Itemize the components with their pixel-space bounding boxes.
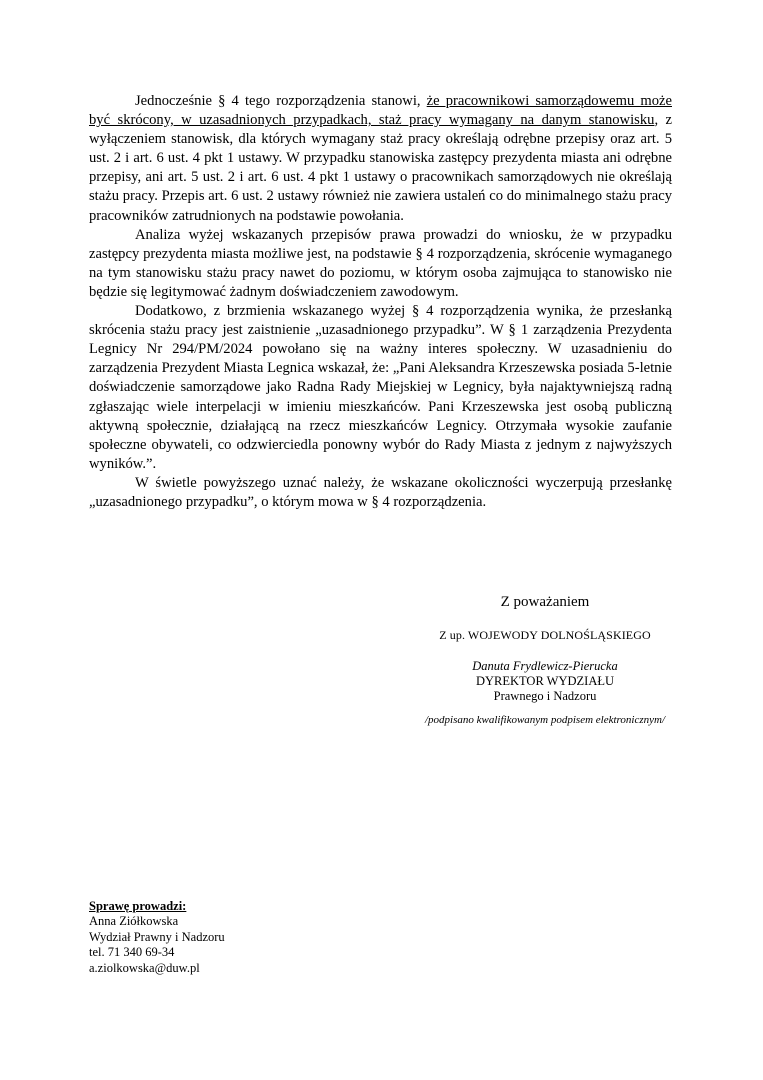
case-handler-contact <box>89 899 225 976</box>
contact-heading: Sprawę prowadzi: <box>89 899 187 913</box>
contact-department: Wydział Prawny i Nadzoru <box>89 929 225 944</box>
underlined-quote: że pracownikowi samorządowemu może być skrócony, w uzasadnionych przypadkach, staż pracy wymagany na danym stanowisku <box>89 93 672 129</box>
closing-greeting: Z poważaniem <box>500 594 590 610</box>
on-behalf-line: Z up. WOJEWODY DOLNOŚLĄSKIEGO <box>439 628 651 642</box>
signatory-name: Danuta Frydlewicz-Pierucka <box>472 659 618 673</box>
paragraph-1-text-end: , z wyłączeniem stanowisk, dla których wymagany staż pracy określają odrębne przepisy oraz art. 5 ust. 2 i art. 6 ust. 4 pkt 1 ustawy. W przypadku stanowiska zastępcy prezydenta miasta ani odrębne przepisy, ani art. 5 ust. 2 i art. 6 ust. 4 pkt 1 ustawy o pracownikach samorządowych nie określają stażu pracy. Przepis art. 6 ust. 2 ustawy również nie zawiera ustaleń co do minimalnego stażu pracy pracowników zatrudnionych na podstawie powołania. <box>89 112 673 224</box>
contact-name: Anna Ziółkowska <box>89 914 179 929</box>
electronic-signature-note: /podpisano kwalifikowanym podpisem elektronicznym/ <box>424 714 666 726</box>
signature-block <box>395 590 695 726</box>
contact-phone: tel. 71 340 69-34 <box>89 945 175 960</box>
paragraph-conclusion: W świetle powyższego uznać należy, że wskazane okoliczności wyczerpują przesłankę „uzasadnionego przypadku”, o którym mowa w § 4 rozporządzenia. <box>89 474 672 510</box>
paragraph-analysis: Analiza wyżej wskazanych przepisów prawa prowadzi do wniosku, że w przypadku zastępcy prezydenta miasta możliwe jest, na podstawie § 4 rozporządzenia, skrócenie wymaganego na tym stanowisku stażu pracy nawet do poziomu, w którym osoba zajmująca to stanowisko nie będzie się legitymować żadnym doświadczeniem zawodowym. <box>89 226 672 300</box>
paragraph-justified-case: Dodatkowo, z brzmienia wskazanego wyżej § 4 rozporządzenia wynika, że przesłanką skrócenia stażu pracy jest zaistnienie „uzasadnionego przypadku”. W § 1 zarządzenia Prezydenta Legnicy Nr 294/PM/2024 powołano się na ważny interes społeczny. W uzasadnieniu do zarządzenia Prezydent Miasta Legnica wskazał, że: „Pani Aleksandra Krzeszewska posiada 5-letnie doświadczenie samorządowe jako Radna Rady Miejskiej w Legnicy, była najaktywniejszą radną zgłaszając wiele interpelacji w imieniu mieszkańców. Pani Krzeszewska jest osobą publiczną aktywną społecznie, działającą na rzecz mieszkańców Legnicy. Otrzymała wysokie zaufanie społeczne obywateli, co odzwierciedla ponowny wybór do Rady Miasta z jednym z najwyższych wyników.”. <box>89 303 672 472</box>
signatory-department: Prawnego i Nadzoru <box>493 689 597 703</box>
paragraph-regulation-section-4 <box>89 92 672 226</box>
letter-body <box>89 92 672 512</box>
paragraph-1-text-start: Jednocześnie § 4 tego rozporządzenia stanowi, <box>135 93 427 109</box>
signatory-title: DYREKTOR WYDZIAŁU <box>475 674 615 688</box>
contact-email: a.ziolkowska@duw.pl <box>89 960 200 975</box>
